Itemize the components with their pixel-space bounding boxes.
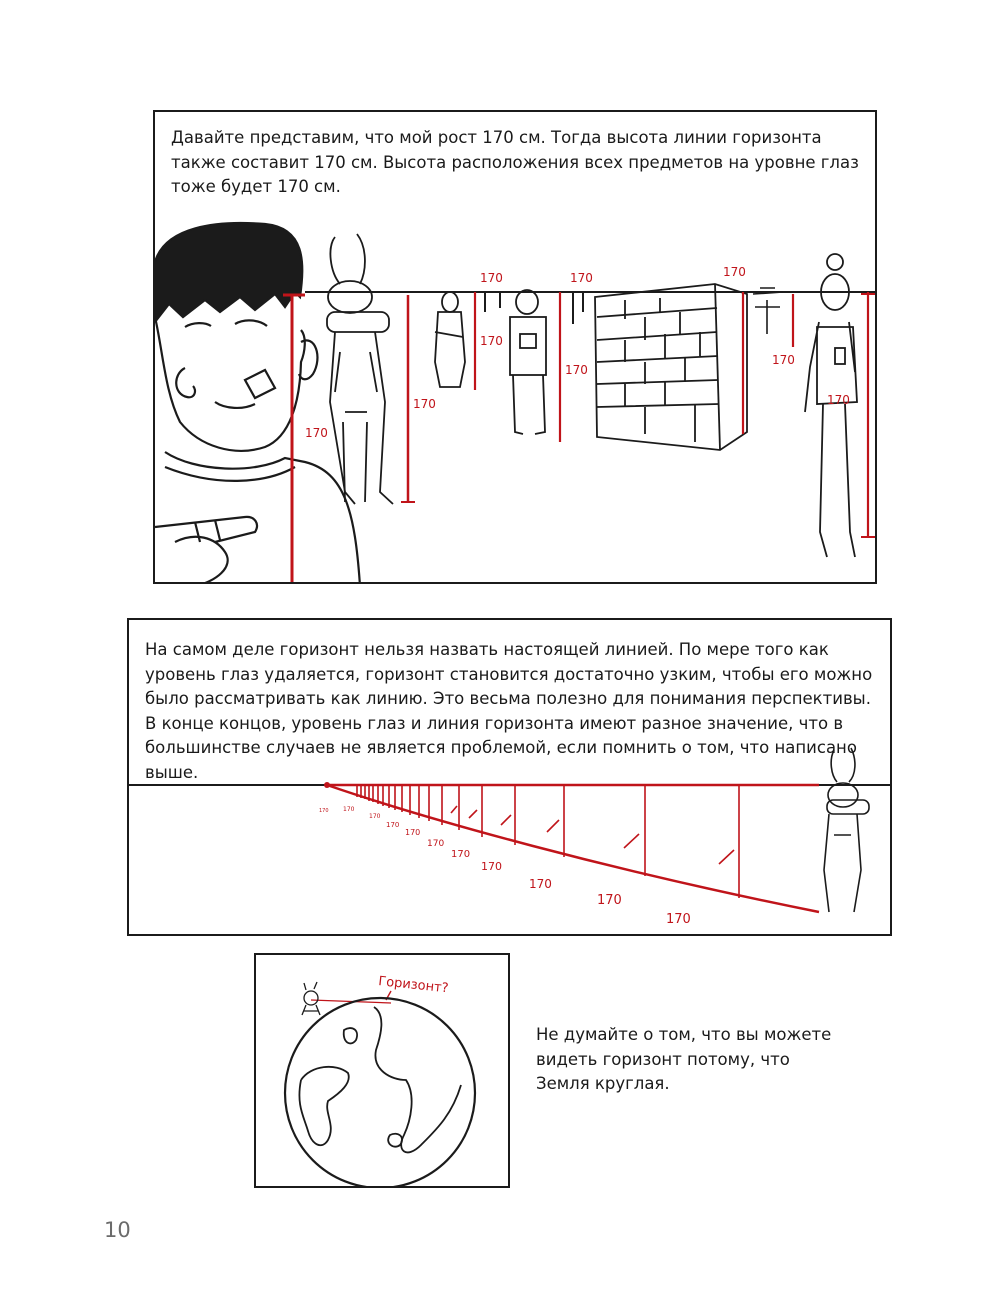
label-170-p7: 170 xyxy=(405,828,421,837)
label-170-p8: 170 xyxy=(386,821,400,829)
standing-man-figure xyxy=(510,290,546,434)
label-170-scarecrow: 170 xyxy=(772,353,795,367)
label-170-girl: 170 xyxy=(827,393,850,407)
panel-horizon-perspective xyxy=(127,618,892,936)
hanging-objects xyxy=(485,292,583,324)
panel2-illustration xyxy=(129,620,892,936)
label-170-man-arms: 170 xyxy=(480,334,503,348)
robot-bunny-small-figure xyxy=(824,748,869,912)
scarecrow-figure xyxy=(753,288,783,334)
label-170-p6: 170 xyxy=(427,839,445,849)
perspective-labels xyxy=(319,806,691,927)
brick-wall xyxy=(595,284,747,450)
label-170-p10: 170 xyxy=(343,806,355,813)
page-number: 10 xyxy=(104,1218,131,1242)
robot-bunny-figure xyxy=(327,234,393,504)
label-170-top-1: 170 xyxy=(480,271,503,285)
label-170-wall: 170 xyxy=(723,265,746,279)
panel2-caption: На самом деле горизонт нельзя назвать настоящей линией. По мере того как уровень глаз удаляется, горизонт становится достаточно узким, чтобы его можно было рассматривать как линию. Это весьма полезно для понимания перспективы. В конце концов, уровень глаз и линия горизонта имеют разное значение, что в большинстве случаев не является проблемой, если помнить о том, что написано выше. xyxy=(145,640,873,782)
label-170-p11: 170 xyxy=(319,808,329,814)
label-170-p5: 170 xyxy=(451,849,471,860)
label-170-p1: 170 xyxy=(666,912,691,927)
label-170-robot: 170 xyxy=(413,397,436,411)
label-170-p4: 170 xyxy=(481,860,502,873)
panel-eye-level xyxy=(153,110,877,584)
label-170-man: 170 xyxy=(565,363,588,377)
panel-globe xyxy=(254,953,510,1188)
label-170-p3: 170 xyxy=(529,877,552,891)
man-crossed-arms-figure xyxy=(435,292,465,387)
boy-figure xyxy=(155,223,360,584)
label-170-top-2: 170 xyxy=(570,271,593,285)
bunny-on-globe xyxy=(302,982,320,1015)
globe xyxy=(285,998,475,1188)
label-170-p2: 170 xyxy=(597,893,622,908)
panel1-caption: Давайте представим, что мой рост 170 см. Тогда высота линии горизонта также составит 170 см. Высота расположения всех предметов на уровне глаз тоже будет 170 см. xyxy=(171,128,859,196)
continents xyxy=(299,1007,461,1152)
panel1-illustration xyxy=(155,112,877,584)
globe-side-text: Не думайте о том, что вы можете видеть горизонт потому, что Земля круглая. xyxy=(536,1025,832,1093)
label-170-p9: 170 xyxy=(369,813,381,820)
horizon-question-label: Горизонт? xyxy=(377,974,450,997)
globe-illustration xyxy=(256,955,510,1188)
label-170-boy: 170 xyxy=(305,426,328,440)
